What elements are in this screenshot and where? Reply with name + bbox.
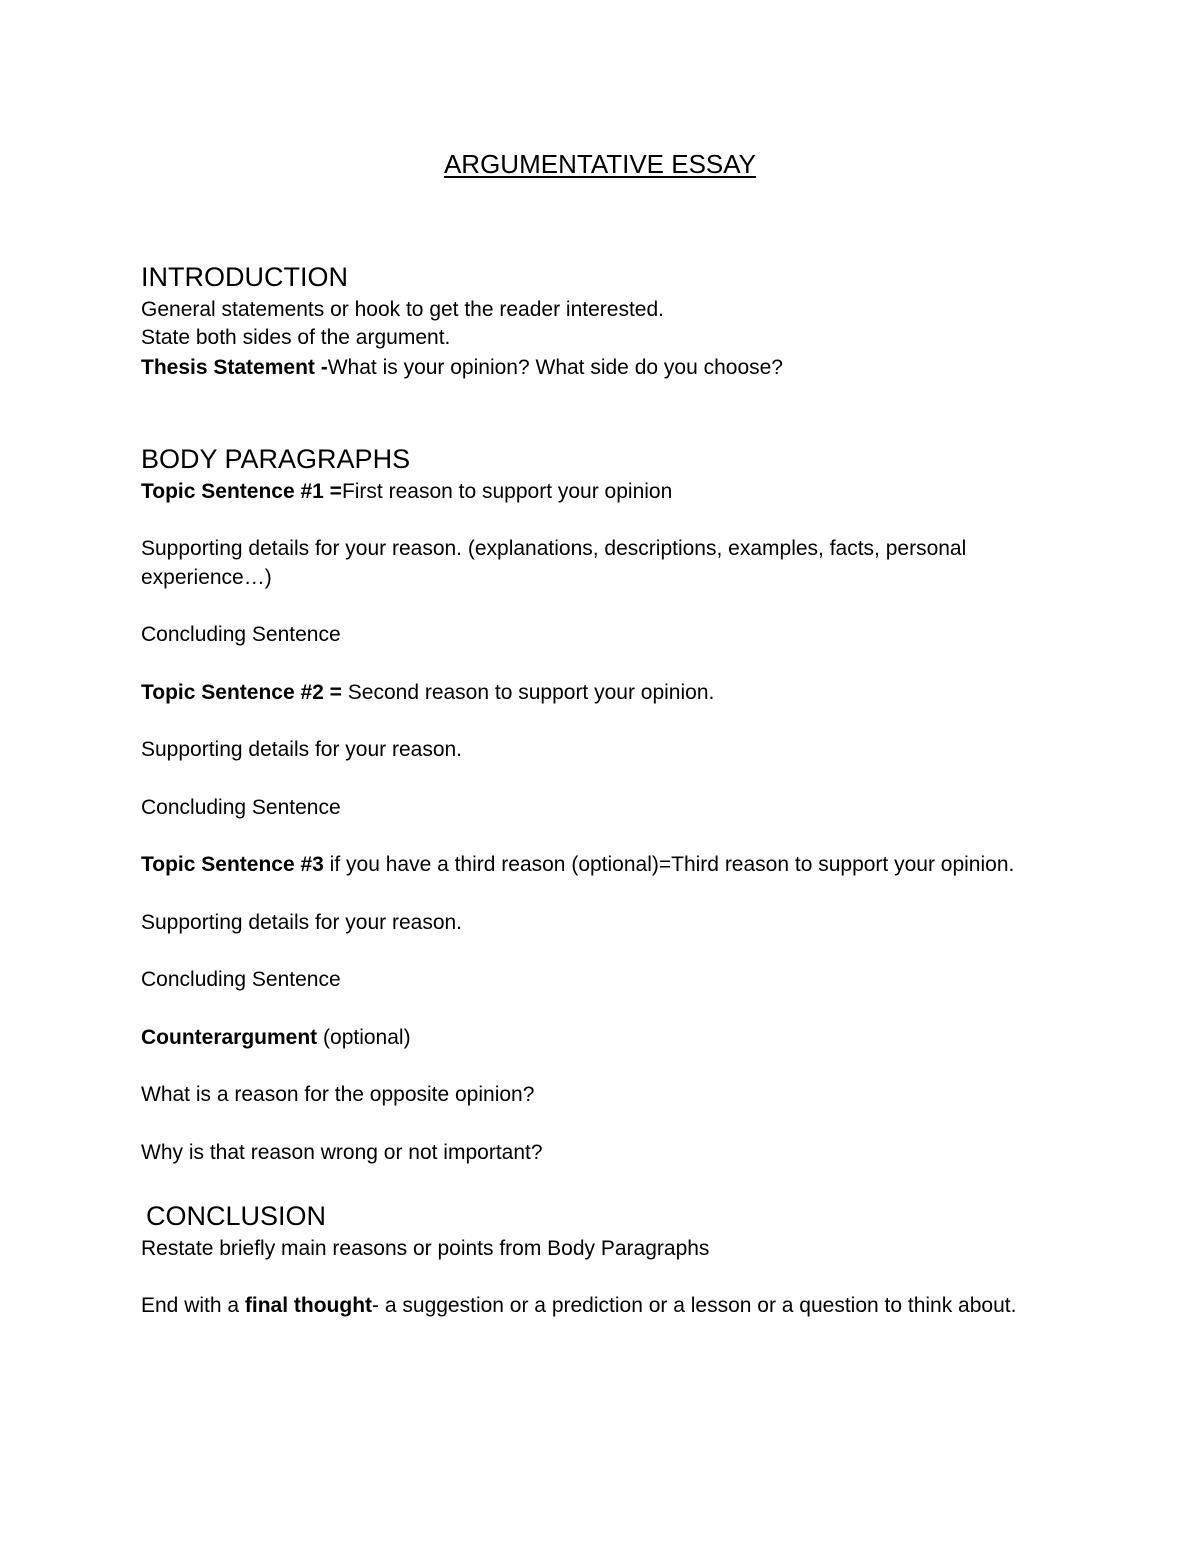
document-title: ARGUMENTATIVE ESSAY — [443, 149, 757, 179]
topic-2-text: Second reason to support your opinion. — [341, 681, 715, 704]
introduction-heading: INTRODUCTION — [141, 262, 348, 292]
final-thought-prefix: End with a — [141, 1294, 245, 1317]
topic-sentence-1 — [141, 478, 672, 506]
concluding-sentence-1: Concluding Sentence — [141, 623, 341, 646]
supporting-details-3: Supporting details for your reason. — [141, 911, 463, 934]
topic-sentence-2 — [141, 679, 714, 707]
final-thought-label: final thought — [244, 1294, 373, 1317]
counterargument-label: Counterargument — [141, 1026, 318, 1049]
topic-1-label: Topic Sentence #1 = — [141, 480, 342, 503]
counterargument-text: (optional) — [317, 1026, 411, 1049]
concluding-sentence-3: Concluding Sentence — [141, 968, 341, 991]
conclusion-restate-line: Restate briefly main reasons or points from Body Paragraphs — [141, 1237, 710, 1260]
counterargument-line — [141, 1024, 411, 1052]
final-thought-line — [141, 1292, 1016, 1320]
thesis-statement-line — [141, 354, 783, 382]
supporting-details-1-line1: Supporting details for your reason. (explanations, descriptions, examples, facts, personal — [141, 537, 967, 560]
topic-3-label: Topic Sentence #3 — [141, 853, 324, 876]
topic-sentence-3 — [141, 851, 1014, 879]
thesis-text: What is your opinion? What side do you choose? — [327, 356, 783, 379]
supporting-details-2: Supporting details for your reason. — [141, 738, 463, 761]
counterargument-question-1: What is a reason for the opposite opinion? — [141, 1083, 535, 1106]
concluding-sentence-2: Concluding Sentence — [141, 796, 341, 819]
thesis-label: Thesis Statement - — [141, 356, 328, 379]
counterargument-question-2: Why is that reason wrong or not important? — [141, 1141, 543, 1164]
topic-3-text: if you have a third reason (optional)=Third reason to support your opinion. — [323, 853, 1015, 876]
topic-1-text: First reason to support your opinion — [341, 480, 673, 503]
body-paragraphs-heading: BODY PARAGRAPHS — [141, 444, 411, 474]
final-thought-text: - a suggestion or a prediction or a lesson or a question to think about. — [372, 1294, 1017, 1317]
conclusion-heading: CONCLUSION — [146, 1201, 327, 1231]
intro-line-sides: State both sides of the argument. — [141, 326, 451, 349]
intro-line-hook: General statements or hook to get the reader interested. — [141, 298, 664, 321]
supporting-details-1-line2: experience…) — [141, 566, 272, 589]
topic-2-label: Topic Sentence #2 = — [141, 681, 342, 704]
